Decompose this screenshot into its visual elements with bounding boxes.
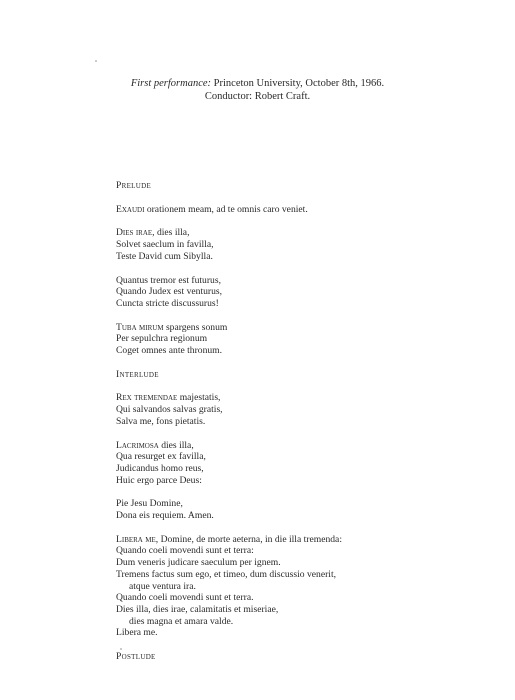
- text-line: Teste David cum Sibylla.: [116, 250, 213, 262]
- line-text: dies illa,: [154, 227, 190, 239]
- performance-text: Princeton University, October 8th, 1966.: [211, 78, 385, 89]
- text-line: Dona eis requiem. Amen.: [116, 510, 214, 522]
- exaudi-stanza: [116, 204, 496, 216]
- rex-tremendae-stanza: [116, 392, 496, 427]
- text-line: Quando coeli movendi sunt et terra.: [116, 592, 254, 604]
- text-line: Quando coeli movendi sunt et terra:: [116, 545, 254, 557]
- section-heading-interlude: Interlude: [116, 368, 159, 380]
- performance-label: First performance:: [130, 78, 212, 89]
- text-line: Huic ergo parce Deus:: [116, 474, 202, 486]
- pie-jesu-stanza: [116, 498, 496, 521]
- text-line: Cuncta stricte discussurus!: [116, 297, 219, 309]
- text-line: Salva me, fons pietatis.: [116, 415, 206, 427]
- stanza-lead: Libera me,: [116, 533, 159, 545]
- stanza-lead: Dies irae,: [116, 227, 155, 239]
- text-line: Per sepulchra regionum: [116, 333, 208, 345]
- line-text: Domine, de morte aeterna, in die illa tremenda:: [158, 533, 342, 545]
- line-text: majestatis,: [177, 392, 221, 404]
- page-speck: [95, 60, 97, 62]
- text-line: atque ventura ira.: [129, 580, 196, 592]
- stanza-lead: Rex tremendae: [116, 392, 178, 404]
- text-line: dies magna et amara valde.: [129, 615, 234, 627]
- section-heading-prelude: Prelude: [116, 180, 152, 191]
- text-line: Dum veneris judicare saeculum per ignem.: [116, 557, 281, 569]
- conductor-line: Conductor: Robert Craft.: [204, 91, 311, 102]
- tuba-mirum-stanza: [116, 322, 496, 357]
- text-line: Solvet saeclum in favilla,: [116, 239, 214, 251]
- text-line: Judicandus homo reus,: [116, 462, 204, 474]
- text-line: [116, 440, 496, 452]
- text-line: [116, 534, 496, 546]
- text-line: Tremens factus sum ego, et timeo, dum discussio venerit,: [116, 568, 337, 580]
- libretto-text: [116, 180, 496, 675]
- text-line: Libera me.: [116, 627, 158, 639]
- line-text: orationem meam, ad te omnis caro veniet.: [144, 203, 308, 215]
- stanza-lead: Lacrimosa: [116, 439, 159, 451]
- line-text: dies illa,: [158, 439, 194, 451]
- text-line: Coget omnes ante thronum.: [116, 345, 223, 357]
- text-line: Quando Judex est venturus,: [116, 286, 223, 298]
- stanza-lead: Exaudi: [116, 203, 145, 215]
- section-heading-postlude: Postlude: [116, 651, 156, 663]
- text-line: Pie Jesu Domine,: [116, 498, 183, 510]
- text-line: Qua resurget ex favilla,: [116, 451, 206, 463]
- lacrimosa-stanza: [116, 440, 496, 487]
- text-line: Qui salvandos salvas gratis,: [116, 404, 223, 416]
- libera-me-stanza: [116, 534, 496, 639]
- dies-irae-stanza: [116, 227, 496, 262]
- stanza-lead: Tuba mirum: [116, 321, 164, 333]
- text-line: Dies illa, dies irae, calamitatis et miseriae,: [116, 603, 279, 615]
- text-line: [116, 227, 496, 239]
- performance-line: [0, 77, 515, 90]
- text-line: [116, 204, 496, 216]
- quantus-stanza: [116, 275, 496, 310]
- line-text: spargens sonum: [163, 321, 228, 333]
- text-line: Quantus tremor est futurus,: [116, 274, 221, 286]
- text-line: [116, 392, 496, 404]
- text-line: [116, 322, 496, 334]
- performance-header: [0, 77, 515, 103]
